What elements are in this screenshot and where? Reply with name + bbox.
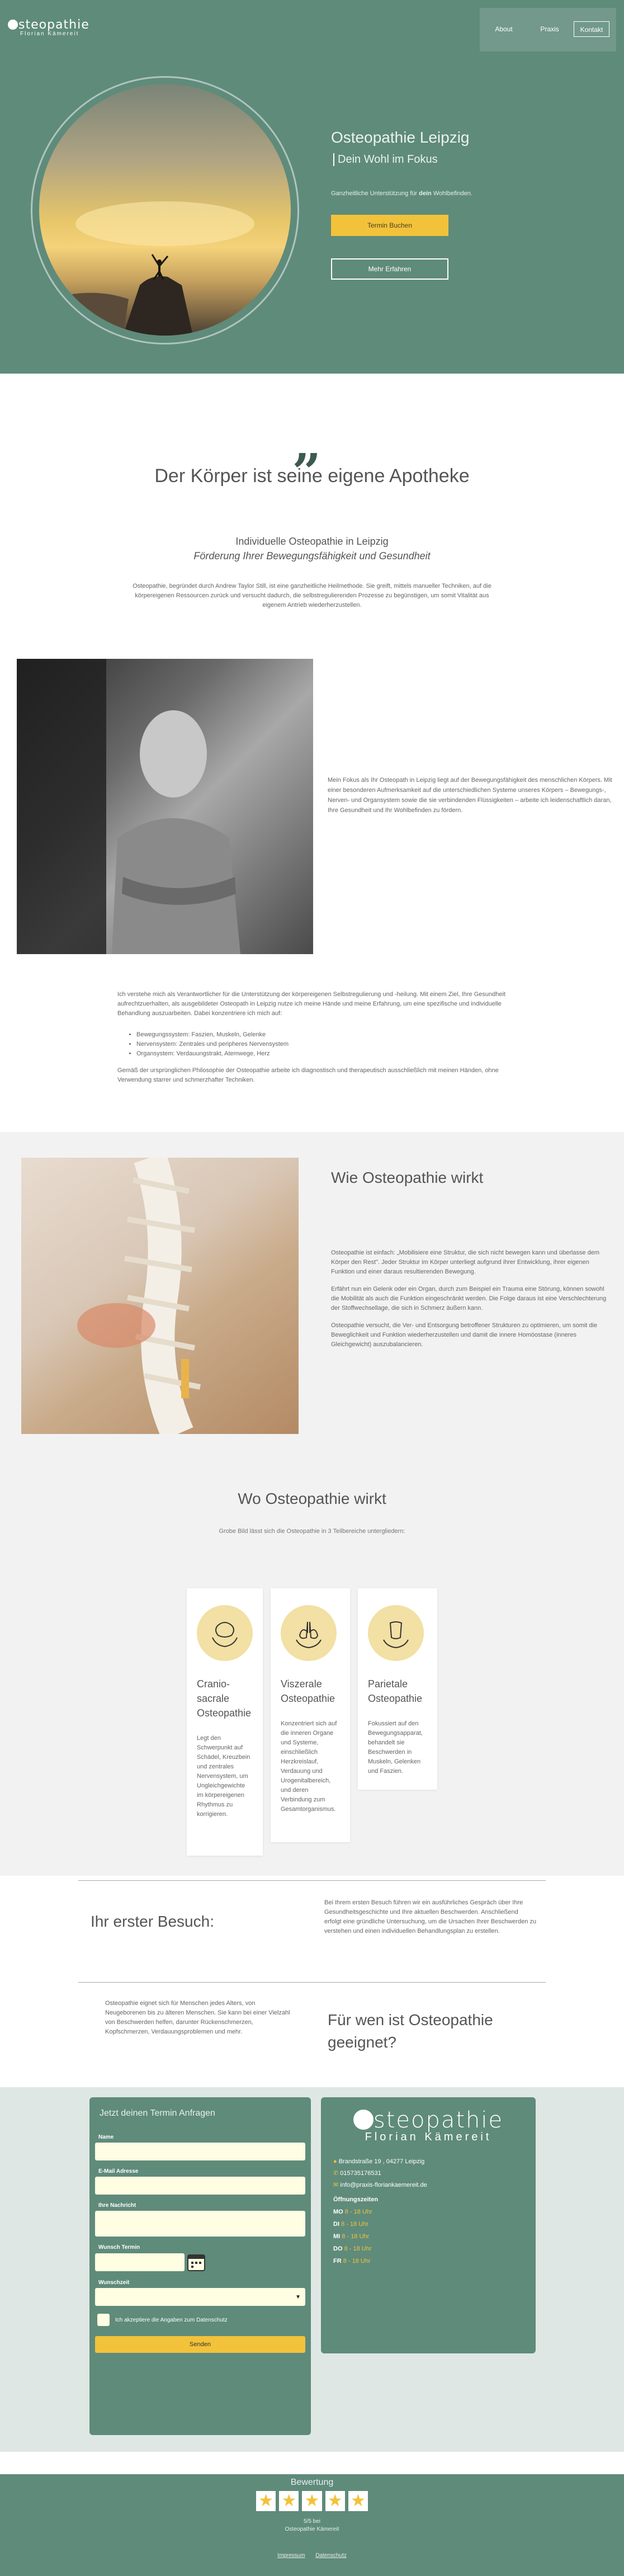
hours-time: 8 - 18 Uhr [341, 2221, 368, 2228]
email-label: E-Mail Adresse [98, 2168, 139, 2174]
hours-row [333, 2258, 528, 2264]
star-icon: ★ [279, 2491, 299, 2511]
info-logo [329, 2107, 528, 2144]
appointment-form [89, 2097, 311, 2435]
intro-text: Osteopathie, begründet durch Andrew Taylor Still, ist eine ganzheitliche Heilmethode. Sie greift, mittels manueller Techniken, auf die körpereigenen Ressourcen zurück und versucht dadurch, die selbstregulierenden Prozesse zu begünstigen, um somit Vitalität aus eigenem Antrieb wiederherzustellen. [133, 583, 491, 608]
divider [78, 1982, 546, 1983]
nav-kontakt[interactable]: Kontakt [574, 21, 609, 37]
rating-source: Osteopathie Kämereit [285, 2526, 339, 2532]
footer-links [0, 2553, 624, 2559]
contact-info-panel [321, 2097, 536, 2353]
logo-o-icon [353, 2110, 374, 2130]
hours-day: MO [333, 2209, 343, 2215]
mail-icon: ✉ [333, 2182, 339, 2188]
submit-button[interactable]: Senden [95, 2336, 305, 2353]
footer [0, 2474, 624, 2576]
learn-more-button[interactable]: Mehr Erfahren [331, 258, 448, 280]
hero-subtitle: Dein Wohl im Fokus [333, 153, 438, 166]
card-text: Fokussiert auf den Bewegungsapparat, behandelt sie Beschwerden in Muskeln, Gelenken und Faszien. [368, 1720, 423, 1775]
hours-time: 8 - 18 Uhr [342, 2233, 370, 2240]
tagline-strong: dein [419, 190, 432, 197]
hours-day: FR [333, 2258, 342, 2264]
about-list [136, 1030, 505, 1059]
nav-praxis[interactable]: Praxis [540, 25, 559, 33]
phone-row[interactable] [333, 2169, 528, 2177]
rating-info [0, 2518, 624, 2533]
hours-day: MI [333, 2233, 341, 2240]
brain-hands-icon [197, 1605, 253, 1661]
star-icon: ★ [302, 2491, 322, 2511]
visit-title: Ihr erster Besuch: [91, 1913, 214, 1930]
about-text: Ich verstehe mich als Verantwortlicher für die Unterstützung der körpereigenen Selbstregulierung und -heilung. Mit einem Ziel, Ihre Gesundheit aufrechtzuerhalten, als ausgebildeter Osteopath in Leipzig nutze ich meine Hände und meine Erfahrung, um eine spezifische und individuelle Behandlung auszuarbeiten. Dabei konzentriere ich mich auf: [117, 991, 505, 1017]
where-subtitle: Grobe Bild lässt sich die Osteopathie in 3 Teilbereiche untergliedern: [219, 1528, 405, 1535]
spine-illustration [21, 1158, 299, 1434]
tagline-prefix: Ganzheitliche Unterstützung für [331, 190, 418, 197]
logo-subtitle: Florian Kämereit [365, 2131, 492, 2143]
star-icon: ★ [256, 2491, 276, 2511]
lungs-hands-icon [281, 1605, 337, 1661]
name-input[interactable] [95, 2143, 305, 2160]
hours-row [333, 2233, 528, 2240]
location-pin-icon: ● [333, 2158, 337, 2165]
portrait-illustration [17, 659, 313, 954]
tagline-suffix: Wohlbefinden. [433, 190, 472, 197]
consent-checkbox[interactable] [97, 2314, 110, 2326]
form-title: Jetzt deinen Termin Anfragen [100, 2108, 215, 2118]
card-title: Cranio-sacrale Osteopathie [197, 1678, 252, 1719]
card-title: Parietale Osteopathie [368, 1678, 423, 1704]
therapist-portrait [17, 659, 313, 954]
nav-about[interactable]: About [495, 25, 513, 33]
consent-label: Ich akzeptiere die Angaben zum Datenschutz [115, 2316, 228, 2323]
date-field [95, 2253, 305, 2272]
forwhom-title: Für wen ist Osteopathie geeignet? [328, 2011, 493, 2051]
name-label: Name [98, 2134, 114, 2140]
impressum-link[interactable]: Impressum [277, 2553, 305, 2559]
datenschutz-link[interactable]: Datenschutz [315, 2553, 347, 2559]
time-select[interactable] [95, 2288, 305, 2306]
how-title: Wie Osteopathie wirkt [331, 1169, 484, 1186]
date-label: Wunsch Termin [98, 2244, 140, 2251]
quote-text: Der Körper ist seine eigene Apotheke [154, 465, 470, 487]
spine-model-image [21, 1158, 299, 1434]
bone-hands-icon [368, 1605, 424, 1661]
consent-row [97, 2314, 305, 2326]
hero-image [39, 84, 291, 336]
card-text: Legt den Schwerpunkt auf Schädel, Kreuzbein und zentrales Nervensystem, um Ungleichgewichte im körpereigenen Rhythmus zu korrigieren. [197, 1735, 250, 1818]
top-navigation [480, 8, 616, 51]
quote-mark-icon: „ [293, 414, 322, 473]
card-parietal [358, 1588, 437, 1790]
hours-title: Öffnungszeiten [333, 2196, 379, 2203]
star-icon: ★ [348, 2491, 368, 2511]
rating-title: Bewertung [290, 2478, 334, 2487]
phone-icon: ✆ [333, 2170, 339, 2177]
how-paragraph: Osteopathie versucht, die Ver- und Entsorgung betroffener Strukturen zu optimieren, um somit die Beweglichkeit und Funktion wiederherzustellen und damit die innere Homöostase (inneres Gleichgewicht) auszubalancieren. [331, 1322, 598, 1348]
rating-stars [256, 2491, 368, 2512]
hours-time: 8 - 18 Uhr [343, 2258, 371, 2264]
intro-subheading: Förderung Ihrer Bewegungsfähigkeit und Gesundheit [193, 550, 431, 562]
logo-text: steopathie [18, 18, 89, 32]
hours-day: DO [333, 2245, 343, 2252]
how-text [331, 1248, 611, 1357]
about-text-2: Gemäß der ursprünglichen Philosophie der Osteopathie arbeite ich diagnostisch und therapeutisch ausschließlich mit meinen Händen, ohne Verwendung starrer und schmerzhafter Techniken. [117, 1067, 499, 1083]
how-paragraph: Erfährt nun ein Gelenk oder ein Organ, durch zum Beispiel ein Trauma eine Störung, können sowohl die Mobilität als auch die Funktion eingeschränkt werden. Die Folge daraus ist eine Verschlechterung der Stoffwechsellage, die sich in Schmerz äußern kann. [331, 1286, 607, 1311]
hours-time: 8 - 18 Uhr [344, 2245, 372, 2252]
card-cranio [187, 1588, 263, 1856]
intro-heading: Individuelle Osteopathie in Leipzig [235, 536, 389, 547]
hours-row [333, 2209, 528, 2215]
list-item: • Nervensystem: Zentrales und peripheres Nervensystem [136, 1040, 505, 1049]
address-row [333, 2158, 528, 2165]
address: Brandstraße 19 , 04277 Leipzig [338, 2158, 425, 2165]
hours-time: 8 - 18 Uhr [344, 2209, 372, 2215]
time-label: Wunschzeit [98, 2280, 130, 2286]
hero-tagline [331, 190, 472, 197]
sunset-mountain-illustration [39, 84, 291, 336]
hours-day: DI [333, 2221, 339, 2228]
hours-row [333, 2221, 528, 2228]
how-paragraph: Osteopathie ist einfach: „Mobilisiere eine Struktur, die sich nicht bewegen kann und überlasse dem Körper den Rest". Jeder Struktur im Körper unterliegt aufgrund ihrer Entwicklung, ihrer eigenen Funktion und einer daraus resultierenden Bewegung. [331, 1249, 599, 1275]
hours-row [333, 2245, 528, 2252]
where-title: Wo Osteopathie wirkt [238, 1490, 386, 1507]
logo-o-icon [8, 20, 18, 30]
book-appointment-button[interactable]: Termin Buchen [331, 215, 448, 236]
list-item: • Organsystem: Verdauungstrakt, Atemwege, Herz [136, 1049, 505, 1059]
brand-logo[interactable] [8, 18, 89, 37]
card-visceral [271, 1588, 350, 1842]
logo-subtitle: Florian Kämereit [20, 31, 79, 37]
message-label: Ihre Nachricht [98, 2202, 136, 2209]
portrait-text: Mein Fokus als Ihr Osteopath in Leipzig liegt auf der Bewegungsfähigkeit des menschlichen Körpers. Mit einer besonderen Aufmerksamkeit auf die unterschiedlichen Systeme unseres Körpers – Bewegungs-, Nerven- und Organsystem sowie die sie verbindenden Flüssigkeiten – arbeite ich leidenschaftlich daran, Ihre Gesundheit und Ihr Wohlbefinden zu fördern. [328, 777, 612, 814]
message-textarea[interactable] [95, 2211, 305, 2237]
email: info@praxis-floriankaemereit.de [340, 2182, 427, 2188]
visit-text: Bei Ihrem ersten Besuch führen wir ein ausführliches Gespräch über Ihre Gesundheitsgeschichte und Ihre aktuellen Beschwerden. Anschließend erfolgt eine gründliche Untersuchung, um die Ursachen Ihrer Beschwerden zu verstehen und einen individuellen Behandlungsplan zu erstellen. [324, 1899, 537, 1935]
calendar-icon[interactable] [187, 2253, 206, 2272]
phone: 015735176531 [340, 2170, 381, 2177]
star-icon: ★ [325, 2491, 345, 2511]
forwhom-text: Osteopathie eignet sich für Menschen jedes Alters, von Neugeborenen bis zu älteren Menschen. Sie kann bei einer Vielzahl von Beschwerden helfen, darunter Rückenschmerzen, Kopfschmerzen, Verdauungsproblemen und mehr. [105, 2000, 290, 2035]
chevron-down-icon: ▼ [295, 2294, 301, 2300]
divider [78, 1880, 546, 1881]
rating-score: 5/5 bei [303, 2518, 321, 2525]
email-input[interactable] [95, 2177, 305, 2195]
email-row[interactable] [333, 2181, 528, 2188]
list-item: • Bewegungssystem: Faszien, Muskeln, Gelenke [136, 1030, 505, 1040]
logo-text: steopathie [373, 2107, 504, 2133]
hero-title: Osteopathie Leipzig [331, 129, 470, 146]
card-text: Konzentriert sich auf die inneren Organe und Systeme, einschließlich Herzkreislauf, Verdauung und Urogenitalbereich, und deren Verbindung zum Gesamtorganismus. [281, 1720, 337, 1813]
card-title: Viszerale Osteopathie [281, 1678, 335, 1704]
date-input[interactable] [95, 2253, 185, 2271]
